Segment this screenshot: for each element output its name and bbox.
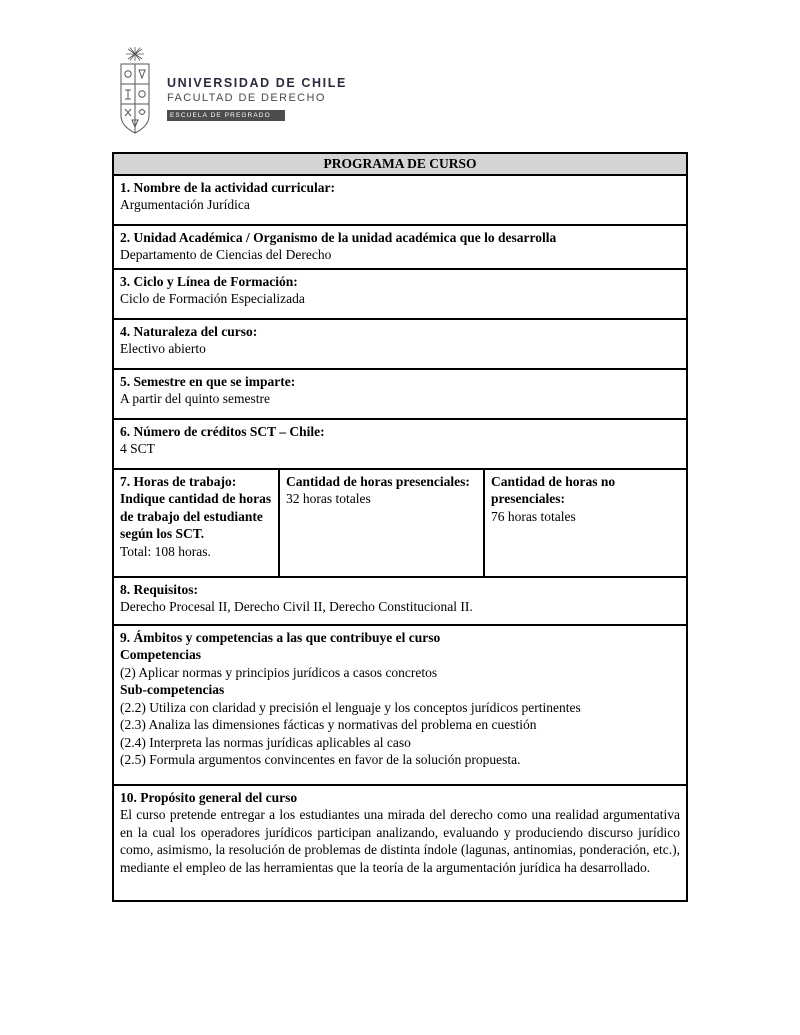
non-presential-hours-value: 76 horas totales — [491, 508, 576, 524]
table-title: PROGRAMA DE CURSO — [114, 154, 686, 176]
semester-label: 5. Semestre en que se imparte: — [120, 373, 296, 389]
cycle-line-value: Ciclo de Formación Especializada — [120, 291, 305, 307]
purpose-body: El curso pretende entregar a los estudiantes una mirada del derecho como una realidad argumentativa en la cual los operadores jurídicos participan analizando, evaluando y produciendo discurso jurídico como, asimismo, la resolución de problemas de distinta índole (lagunas, antinomias, ponderación, etc.), mediante el empleo de las herramientas que la teoría de la argumentación jurídica ha desarrollado. — [120, 807, 680, 875]
logo-school-bar: ESCUELA DE PREGRADO — [167, 110, 285, 121]
work-hours-label: 7. Horas de trabajo: Indique cantidad de horas de trabajo del estudiante según los SCT. — [120, 473, 272, 542]
course-name-value: Argumentación Jurídica — [120, 197, 250, 213]
row-cycle-line — [114, 270, 686, 320]
course-nature-value: Electivo abierto — [120, 341, 206, 357]
row-academic-unit — [114, 226, 686, 270]
requirements-value: Derecho Procesal II, Derecho Civil II, Derecho Constitucional II. — [120, 599, 473, 615]
competencies-title: 9. Ámbitos y competencias a las que contribuye el curso — [120, 629, 441, 645]
course-name-label: 1. Nombre de la actividad curricular: — [120, 179, 335, 195]
row-purpose — [114, 786, 686, 900]
academic-unit-value: Departamento de Ciencias del Derecho — [120, 247, 332, 263]
competency-item: (2) Aplicar normas y principios jurídicos a casos concretos — [120, 664, 438, 680]
subcompetencies-sublabel: Sub-competencias — [120, 682, 225, 698]
semester-value: A partir del quinto semestre — [120, 391, 270, 407]
presential-hours-value: 32 horas totales — [286, 491, 371, 507]
row-requirements — [114, 578, 686, 626]
purpose-title: 10. Propósito general del curso — [120, 789, 298, 805]
row-competencies — [114, 626, 686, 786]
work-hours-total: Total: 108 horas. — [120, 543, 211, 559]
logo-faculty-name: FACULTAD DE DERECHO — [167, 92, 326, 104]
academic-unit-label: 2. Unidad Académica / Organismo de la unidad académica que lo desarrolla — [120, 229, 557, 245]
requirements-label: 8. Requisitos: — [120, 581, 199, 597]
row-work-hours — [114, 470, 686, 578]
row-credits — [114, 420, 686, 470]
logo-text — [167, 76, 347, 122]
work-hours-cell — [114, 470, 280, 576]
subcompetency-item: (2.5) Formula argumentos convincentes en favor de la solución propuesta. — [120, 752, 521, 768]
presential-hours-cell — [280, 470, 485, 576]
cycle-line-label: 3. Ciclo y Línea de Formación: — [120, 273, 298, 289]
course-program-table — [112, 152, 688, 902]
subcompetency-item: (2.3) Analiza las dimensiones fácticas y normativas del problema en cuestión — [120, 717, 537, 733]
presential-hours-label: Cantidad de horas presenciales: — [286, 473, 470, 489]
row-course-nature — [114, 320, 686, 370]
logo-university-name: UNIVERSIDAD DE CHILE — [167, 76, 347, 90]
subcompetency-item: (2.2) Utiliza con claridad y precisión el lenguaje y los conceptos jurídicos pertinentes — [120, 699, 581, 715]
non-presential-hours-label: Cantidad de horas no presenciales: — [491, 473, 616, 507]
university-crest-icon — [113, 46, 157, 136]
credits-label: 6. Número de créditos SCT – Chile: — [120, 423, 325, 439]
row-course-name — [114, 176, 686, 226]
course-nature-label: 4. Naturaleza del curso: — [120, 323, 258, 339]
non-presential-hours-cell — [485, 470, 686, 576]
row-semester — [114, 370, 686, 420]
credits-value: 4 SCT — [120, 441, 155, 457]
subcompetency-item: (2.4) Interpreta las normas jurídicas aplicables al caso — [120, 734, 411, 750]
university-logo — [113, 46, 347, 136]
competencies-sublabel: Competencias — [120, 647, 201, 663]
